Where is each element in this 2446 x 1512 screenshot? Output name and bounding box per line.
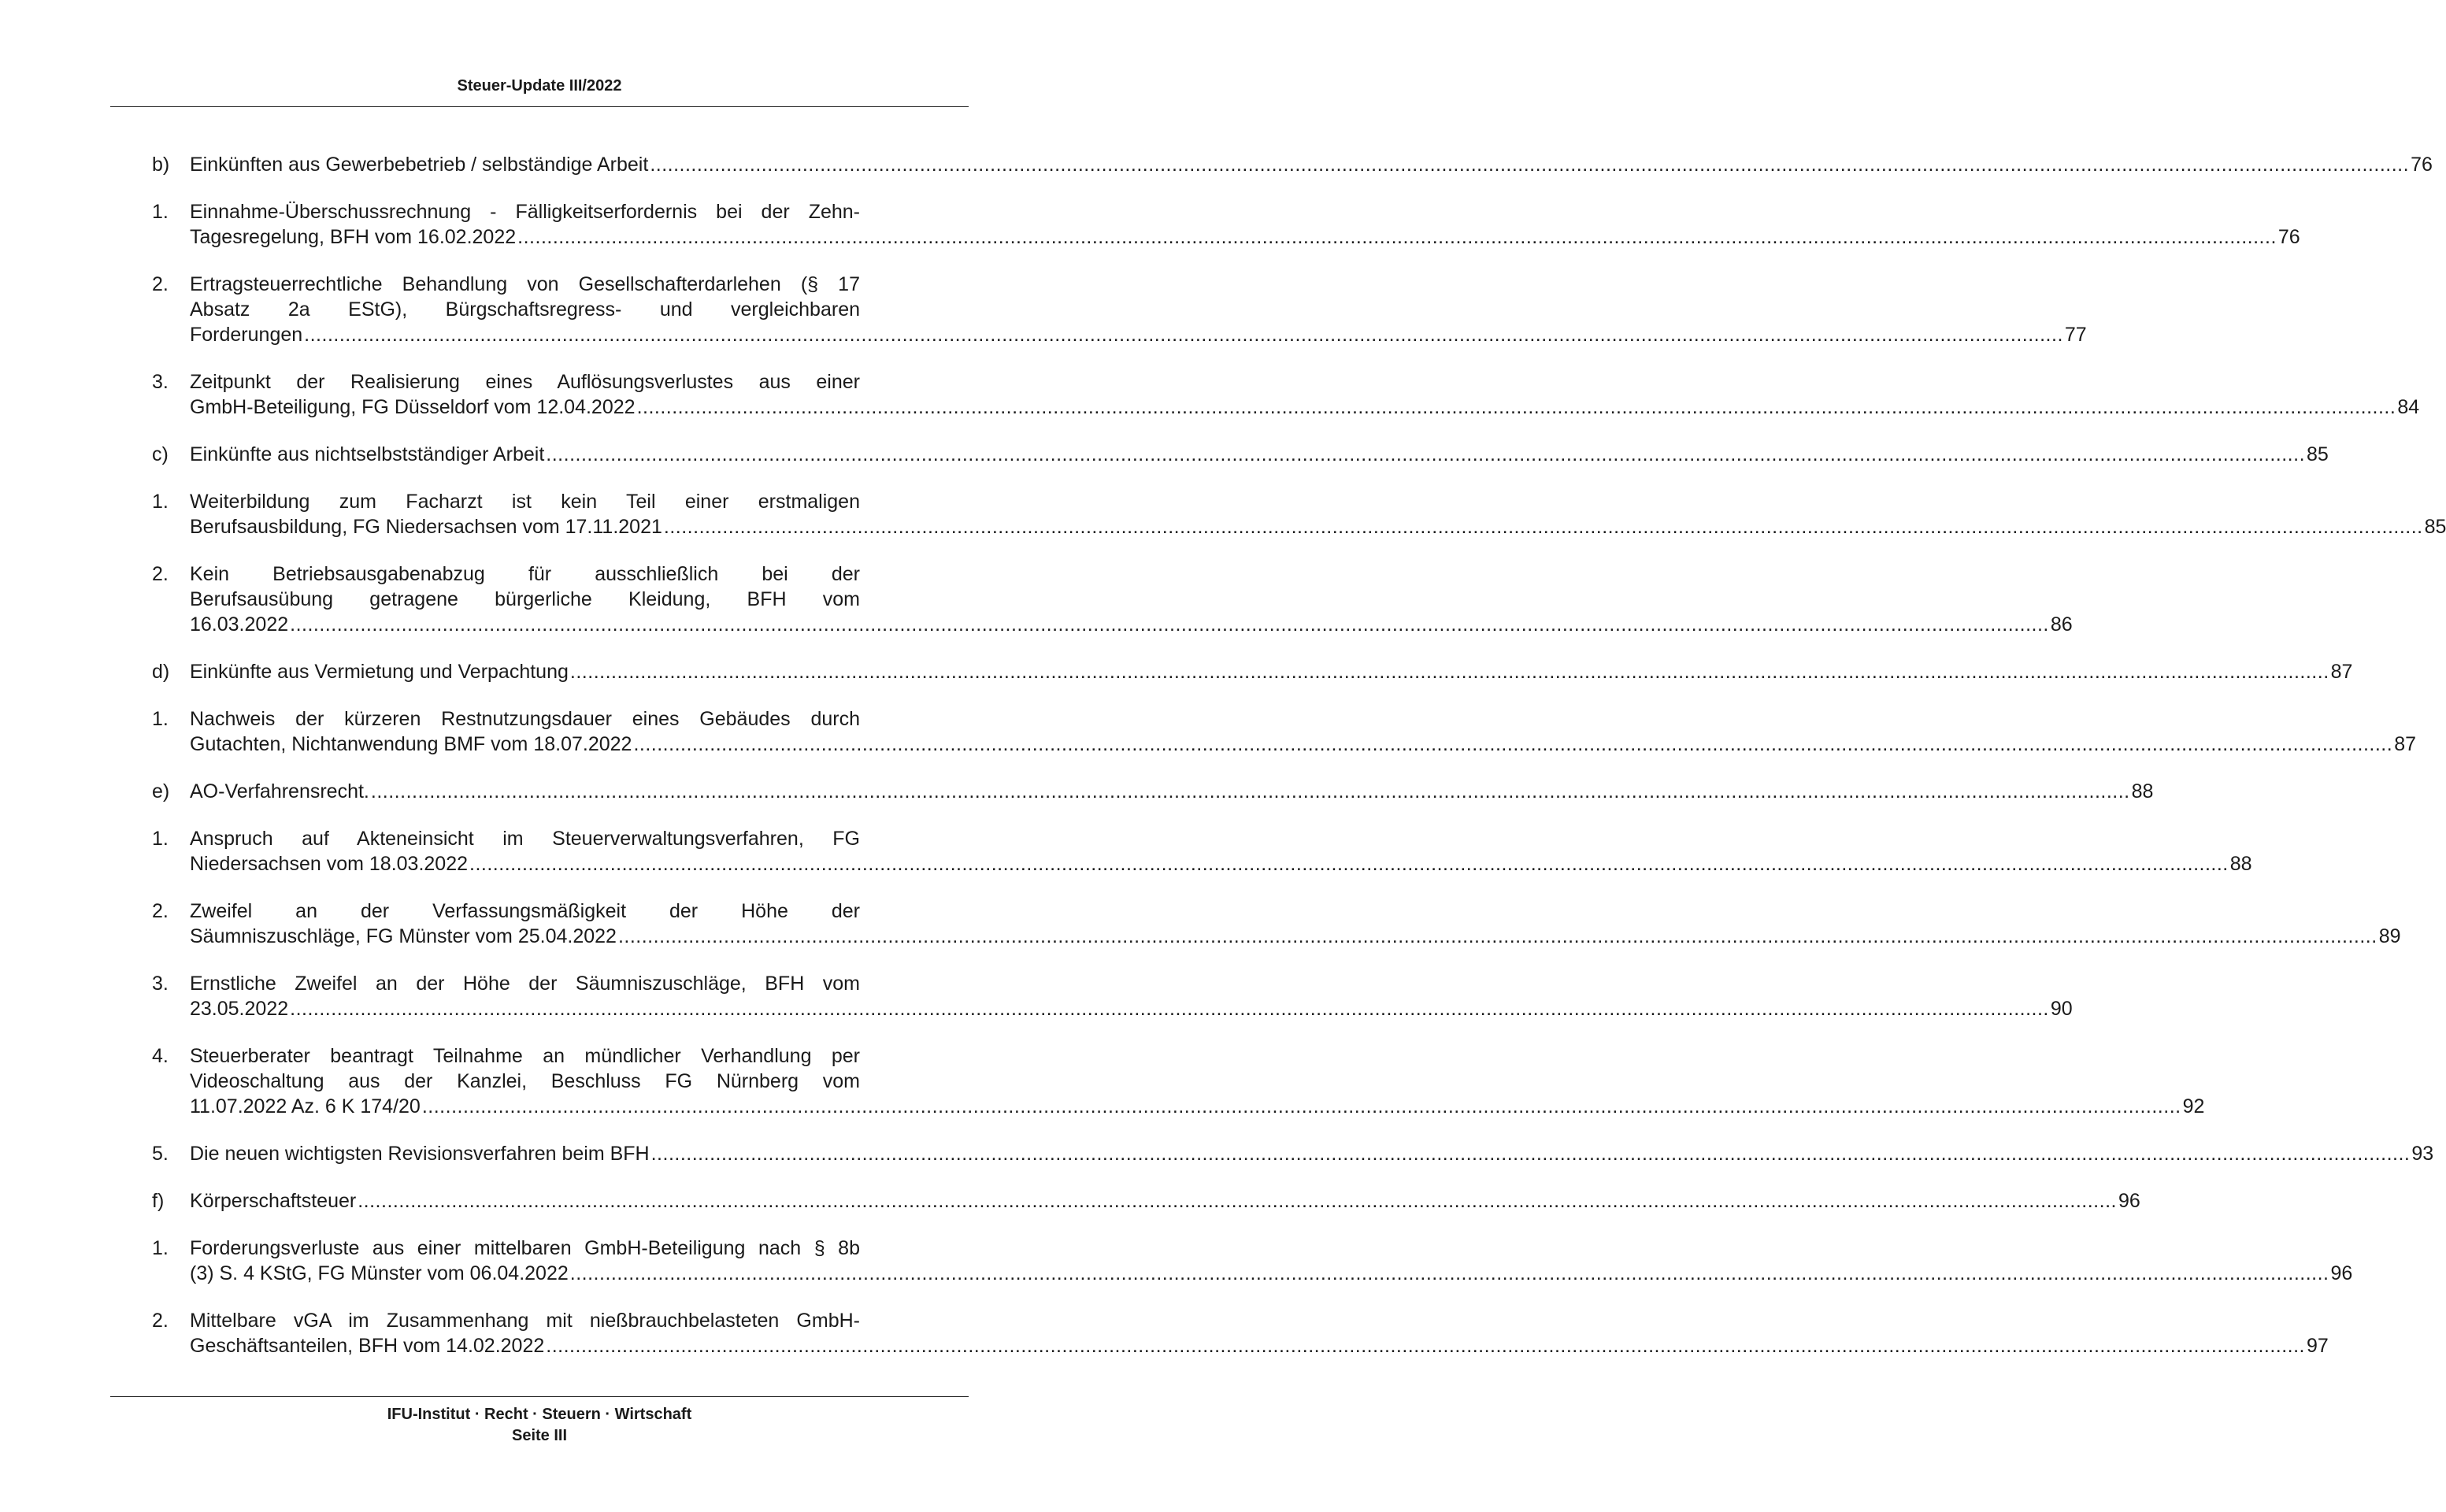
toc-entry[interactable] <box>0 706 2417 757</box>
dot-leader: ............................................................................................................................................................................................................................................................................................................ <box>358 1190 2117 1212</box>
toc-entry-title-line: Ernstliche Zweifel an der Höhe der Säumniszuschläge, BFH vom <box>190 973 860 995</box>
dot-leader: ............................................................................................................................................................................................................................................................................................................ <box>650 154 2410 176</box>
dot-leader: ............................................................................................................................................................................................................................................................................................................ <box>546 443 2306 465</box>
toc-entry-title-line: 11.07.2022 Az. 6 K 174/20 <box>190 1095 421 1117</box>
header-divider <box>110 106 969 107</box>
toc-entry-title-line: Zweifel an der Verfassungsmäßigkeit der Höhe der <box>190 900 860 922</box>
dot-leader: ............................................................................................................................................................................................................................................................................................................ <box>633 733 2393 755</box>
toc-entry[interactable] <box>0 779 2154 804</box>
dot-leader: ............................................................................................................................................................................................................................................................................................................ <box>469 853 2229 875</box>
toc-entry-title-line: Einkünften aus Gewerbebetrieb / selbständige Arbeit <box>190 154 649 176</box>
toc-entry-title-line: 16.03.2022 <box>190 613 289 636</box>
toc-entry-title-line: Tagesregelung, BFH vom 16.02.2022 <box>190 226 517 248</box>
toc-entry-title-line: Kein Betriebsausgabenabzug für ausschließlich bei der <box>190 563 860 585</box>
toc-entry-number: 1. <box>152 828 169 850</box>
table-of-contents <box>0 152 2446 1380</box>
dot-leader: ............................................................................................................................................................................................................................................................................................................ <box>290 613 2049 636</box>
toc-entry[interactable] <box>0 971 2073 1021</box>
toc-entry-title-line: Ertragsteuerrechtliche Behandlung von Gesellschafterdarlehen (§ 17 <box>190 273 860 295</box>
toc-entry-title-line: (3) S. 4 KStG, FG Münster vom 06.04.2022 <box>190 1262 569 1284</box>
toc-entry-title-line: Forderungen <box>190 324 303 346</box>
dot-leader: ............................................................................................................................................................................................................................................................................................................ <box>517 226 2277 248</box>
toc-page-number: 76 <box>2277 226 2300 248</box>
toc-page-number: 77 <box>2064 324 2087 346</box>
toc-page-number: 85 <box>2307 443 2329 465</box>
toc-entry-number: c) <box>152 443 169 465</box>
toc-entry-number: 3. <box>152 973 169 995</box>
toc-entry[interactable] <box>0 1188 2140 1214</box>
toc-entry-title-line: Einkünfte aus nichtselbstständiger Arbeit <box>190 443 545 465</box>
toc-page-number: 89 <box>2378 925 2401 947</box>
toc-entry[interactable] <box>0 1308 2329 1358</box>
toc-entry-title-line: Mittelbare vGA im Zusammenhang mit nießbrauchbelasteten GmbH- <box>190 1310 860 1332</box>
page-header-title: Steuer-Update III/2022 <box>457 77 622 94</box>
dot-leader: ............................................................................................................................................................................................................................................................................................................ <box>290 998 2049 1020</box>
toc-page-number: 93 <box>2411 1143 2434 1165</box>
toc-entry-number: e) <box>152 780 170 802</box>
toc-entry-title-line: Anspruch auf Akteneinsicht im Steuerverwaltungsverfahren, FG <box>190 828 860 850</box>
toc-page-number: 87 <box>2394 733 2417 755</box>
toc-entry-title-line: 23.05.2022 <box>190 998 289 1020</box>
toc-entry-title-line: Die neuen wichtigsten Revisionsverfahren beim BFH <box>190 1143 650 1165</box>
toc-entry-title-line: AO-Verfahrensrecht. <box>190 780 369 802</box>
dot-leader: ............................................................................................................................................................................................................................................................................................................ <box>304 324 2063 346</box>
toc-page-number: 84 <box>2397 396 2420 418</box>
toc-page-number: 76 <box>2411 154 2433 176</box>
toc-page-number: 90 <box>2050 998 2073 1020</box>
toc-entry-title-line: Geschäftsanteilen, BFH vom 14.02.2022 <box>190 1335 545 1357</box>
toc-entry-number: b) <box>152 154 170 176</box>
toc-entry-title-line: Forderungsverluste aus einer mittelbaren GmbH-Beteiligung nach § 8b <box>190 1237 860 1259</box>
toc-entry[interactable] <box>0 442 2329 467</box>
footer-page-label: Seite III <box>511 1427 568 1444</box>
toc-entry-title-line: Videoschaltung aus der Kanzlei, Beschluss FG Nürnberg vom <box>190 1070 860 1092</box>
toc-entry-title-line: GmbH-Beteiligung, FG Düsseldorf vom 12.04.2022 <box>190 396 636 418</box>
toc-entry[interactable] <box>0 1236 2353 1286</box>
toc-entry-title-line: Zeitpunkt der Realisierung eines Auflösungsverlustes aus einer <box>190 371 860 393</box>
toc-entry[interactable] <box>0 561 2073 637</box>
toc-page-number: 86 <box>2050 613 2073 636</box>
toc-entry-number: 2. <box>152 1310 169 1332</box>
toc-entry-number: 4. <box>152 1045 169 1067</box>
toc-entry[interactable] <box>0 1141 2434 1166</box>
dot-leader: ............................................................................................................................................................................................................................................................................................................ <box>663 516 2423 538</box>
toc-entry-number: 5. <box>152 1143 169 1165</box>
toc-page-number: 88 <box>2229 853 2252 875</box>
toc-entry-number: 2. <box>152 563 169 585</box>
toc-page-number: 92 <box>2182 1095 2205 1117</box>
toc-entry-title-line: Absatz 2a EStG), Bürgschaftsregress- und vergleichbaren <box>190 298 860 321</box>
toc-page-number: 88 <box>2131 780 2154 802</box>
toc-entry[interactable] <box>0 272 2087 347</box>
toc-entry-number: 2. <box>152 273 169 295</box>
dot-leader: ............................................................................................................................................................................................................................................................................................................ <box>569 661 2329 683</box>
toc-entry-title-line: Körperschaftsteuer <box>190 1190 357 1212</box>
dot-leader: ............................................................................................................................................................................................................................................................................................................ <box>421 1095 2181 1117</box>
toc-entry-number: d) <box>152 661 170 683</box>
toc-entry-title-line: Einkünfte aus Vermietung und Verpachtung <box>190 661 569 683</box>
toc-entry-title-line: Einnahme-Überschussrechnung - Fälligkeitserfordernis bei der Zehn- <box>190 201 860 223</box>
toc-page-number: 96 <box>2118 1190 2140 1212</box>
toc-entry-title-line: Weiterbildung zum Facharzt ist kein Teil einer erstmaligen <box>190 491 860 513</box>
toc-entry[interactable] <box>0 199 2300 250</box>
dot-leader: ............................................................................................................................................................................................................................................................................................................ <box>546 1335 2306 1357</box>
toc-entry[interactable] <box>0 1043 2205 1119</box>
dot-leader: ............................................................................................................................................................................................................................................................................................................ <box>650 1143 2411 1165</box>
toc-entry-title-line: Berufsausbildung, FG Niedersachsen vom 17.11.2021 <box>190 516 662 538</box>
toc-entry-number: 1. <box>152 491 169 513</box>
toc-entry-title-line: Gutachten, Nichtanwendung BMF vom 18.07.2022 <box>190 733 632 755</box>
toc-entry[interactable] <box>0 826 2252 876</box>
toc-entry-number: 1. <box>152 1237 169 1259</box>
dot-leader: ............................................................................................................................................................................................................................................................................................................ <box>636 396 2396 418</box>
toc-entry[interactable] <box>0 369 2420 420</box>
toc-entry[interactable] <box>0 899 2401 949</box>
toc-page-number: 96 <box>2330 1262 2353 1284</box>
toc-page-number: 97 <box>2307 1335 2329 1357</box>
toc-entry-number: f) <box>152 1190 165 1212</box>
footer-divider <box>110 1396 969 1397</box>
toc-entry-title-line: Berufsausübung getragene bürgerliche Kleidung, BFH vom <box>190 588 860 610</box>
toc-entry-number: 2. <box>152 900 169 922</box>
toc-page-number: 87 <box>2330 661 2353 683</box>
dot-leader: ............................................................................................................................................................................................................................................................................................................ <box>370 780 2130 802</box>
toc-entry-title-line: Säumniszuschläge, FG Münster vom 25.04.2022 <box>190 925 617 947</box>
toc-entry-title-line: Steuerberater beantragt Teilnahme an mündlicher Verhandlung per <box>190 1045 860 1067</box>
toc-entry-title-line: Nachweis der kürzeren Restnutzungsdauer eines Gebäudes durch <box>190 708 860 730</box>
dot-leader: ............................................................................................................................................................................................................................................................................................................ <box>569 1262 2329 1284</box>
toc-entry-title-line: Niedersachsen vom 18.03.2022 <box>190 853 469 875</box>
dot-leader: ............................................................................................................................................................................................................................................................................................................ <box>617 925 2377 947</box>
toc-entry[interactable] <box>0 489 2446 539</box>
toc-entry[interactable] <box>0 152 2433 177</box>
toc-entry[interactable] <box>0 659 2353 684</box>
toc-entry-number: 1. <box>152 201 169 223</box>
toc-entry-number: 3. <box>152 371 169 393</box>
toc-entry-number: 1. <box>152 708 169 730</box>
footer-institute: IFU-Institut · Recht · Steuern · Wirtschaft <box>387 1406 692 1423</box>
toc-page-number: 85 <box>2424 516 2446 538</box>
